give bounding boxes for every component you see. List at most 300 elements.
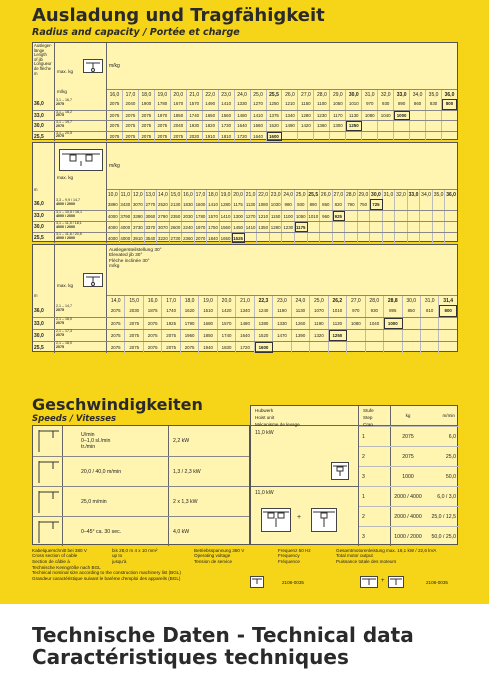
capacity-value: 1520 [255, 330, 273, 341]
capacity-value: 2070 [195, 233, 208, 243]
capacity-value: 1560 [219, 111, 235, 121]
capacity-value [329, 342, 347, 353]
motor-power: 2 x 1,3 kW [173, 498, 198, 505]
capacity-value: 1100 [282, 211, 295, 221]
max-kg-range: 2,1 – 14,7 2075 [55, 305, 107, 317]
capacity-value: 1480 [236, 318, 254, 329]
capacity-value [362, 121, 378, 131]
capacity-value: 2075 [107, 121, 123, 131]
capacity-value: 2075 [123, 132, 139, 142]
speed-value: 0–45° ca. 30 sec. [63, 517, 169, 546]
capacity-value: 3390 [132, 211, 145, 221]
radius-value: 32,0 [396, 192, 406, 198]
capacity-value: 1830 [218, 342, 236, 353]
capacity-value [347, 342, 365, 353]
capacity-value [445, 222, 457, 232]
capacity-value: 2075 [107, 99, 123, 110]
capacity-value: 930 [366, 305, 384, 317]
capacity-value: 1000 [394, 111, 410, 121]
capacity-value: 2075 [123, 121, 139, 131]
capacity-value: 2240 [182, 222, 195, 232]
capacity-value [383, 222, 396, 232]
capacity-value: 2075 [144, 318, 162, 329]
capacity-value: 1410 [219, 99, 235, 110]
capacity-value: 1600 [267, 132, 283, 142]
capacity-value: 3790 [120, 211, 133, 221]
capacity-value: 1280 [220, 199, 233, 210]
motor-power-2: 11,0 kW [255, 490, 274, 496]
jib-length: 25,5 [33, 233, 55, 243]
speed-value: 25,0 m/min [63, 487, 169, 516]
capacity-value [320, 233, 333, 243]
hoist-row: 1 2075 6,0 [359, 426, 459, 446]
max-kg-range: 3,1 – 18,2 2075 [55, 111, 107, 121]
capacity-value: 1410 [220, 211, 233, 221]
capacity-value [433, 211, 446, 221]
hoist-row: 3 1000 50,0 [359, 466, 459, 486]
radius-value: 19,0 [199, 296, 217, 305]
radius-value: 22,0 [203, 90, 219, 99]
capacity-value [408, 222, 421, 232]
radius-value: 25,0 [310, 296, 328, 305]
capacity-value: 790 [345, 199, 358, 210]
capacity-value [442, 132, 457, 142]
capacity-value: 1230 [282, 222, 295, 232]
speed-value: U/min 0–1,0 sl./min tr./min [63, 426, 169, 456]
table-row [33, 317, 457, 329]
capacity-value: 850 [403, 305, 421, 317]
trolley-icon [311, 508, 337, 532]
capacity-value: 1240 [255, 305, 273, 317]
jib-length: 33,0 [33, 318, 55, 329]
capacity-value [408, 211, 421, 221]
capacity-value: 2075 [162, 330, 180, 341]
capacity-value: 1130 [292, 305, 310, 317]
capacity-value: 1150 [270, 211, 283, 221]
capacity-value: 4000 [120, 222, 133, 232]
capacity-value: 2075 [144, 330, 162, 341]
jib-length: 36,0 [33, 99, 55, 110]
radius-value: 26,0 [320, 192, 331, 198]
capacity-value: 1360 [314, 121, 330, 131]
capacity-value: 1280 [298, 111, 314, 121]
capacity-value: 1420 [218, 305, 236, 317]
jib-length: 36,0 [33, 305, 55, 317]
radius-value: 35,0 [433, 192, 444, 198]
capacity-value: 1340 [236, 305, 254, 317]
capacity-value: 1925 [162, 318, 180, 329]
capacity-value [383, 233, 396, 243]
radius-value: 22,3 [255, 296, 273, 305]
capacity-value: 1560 [220, 222, 233, 232]
capacity-value [245, 233, 258, 243]
capacity-value: 1570 [207, 211, 220, 221]
crane-hook-icon [83, 273, 103, 287]
capacity-value: 1480 [235, 111, 251, 121]
capacity-value [378, 132, 394, 142]
capacity-value: 1570 [218, 318, 236, 329]
radius-value: 28,8 [384, 296, 402, 305]
capacity-value [308, 233, 321, 243]
table-row [33, 221, 457, 232]
capacity-value [282, 132, 298, 142]
capacity-value: 1740 [187, 111, 203, 121]
capacity-value: 1875 [144, 305, 162, 317]
trolley-icon [388, 576, 404, 588]
capacity-value [408, 199, 421, 210]
capacity-value [445, 199, 457, 210]
capacity-value: 3890 [107, 199, 120, 210]
capacity-value [426, 111, 442, 121]
capacity-value: 1010 [308, 211, 321, 221]
radius-value: 17,0 [123, 90, 139, 99]
capacity-value: 3070 [132, 199, 145, 210]
capacity-value: 1970 [195, 222, 208, 232]
capacity-value: 1130 [329, 318, 347, 329]
capacity-value [421, 342, 439, 353]
capacity-value: 1270 [245, 211, 258, 221]
capacity-value [403, 318, 421, 329]
table-row [33, 341, 457, 353]
capacity-table-2: m max. kg m/kg 10,0 11,0 12,0 13,0 14,0 15,0 16,0 17,0 18,0 19,0 20,0 21,0 22,0 23,0 24,0 25,0 25,5 26,0 27,0 28,0 29,0 30,0 31,0 32,0 33,0 34,0 35,0 36,0 36,0 3,3 – 9,9 / 14,7 4000 / 2000 3890 3430 3070 2770 2520 2130 1830 1600 1410 1280 1175 1130 1080 1030 980 930 890 860 820 790 750 725 33,0 3,1 – 10,5 / 16,1 4000 / 2000 4000 3790 3390 3060 2790 2350 2030 1780 1570 1410 1300 1270 1210 1150 1100 1050 1010 960 925 30,0 3,1 – 11,5 / 18,1 4000 / 2000 4000 4000 3730 3370 3070 2600 2240 1970 1750 1560 1450 1410 1350 1280 1230 1175 25,5 3,1 – 11,8 / 20,5 4000 / 2000 4000 4000 3910 3540 3220 2730 2360 2070 1840 1650 1525 [32, 142, 458, 242]
capacity-value: 3910 [132, 233, 145, 243]
capacity-value: 1740 [162, 305, 180, 317]
capacity-value: 1780 [155, 99, 171, 110]
capacity-value [410, 111, 426, 121]
capacity-value: 2790 [157, 211, 170, 221]
capacity-value: 3730 [132, 222, 145, 232]
capacity-value [433, 199, 446, 210]
radius-value: 33,0 [408, 192, 419, 198]
radius-value: 25,5 [308, 192, 319, 198]
radius-value: 15,0 [170, 192, 181, 198]
capacity-value: 1300 [330, 121, 346, 131]
capacity-value: 800 [442, 99, 457, 110]
table-row [33, 131, 457, 142]
capacity-value: 1030 [270, 199, 283, 210]
capacity-value: 1070 [310, 305, 328, 317]
crane-motion-icon [33, 426, 63, 456]
capacity-value [345, 222, 358, 232]
capacity-value: 1410 [245, 222, 258, 232]
crane-motion-icon [33, 457, 63, 486]
radius-value: 25,0 [295, 192, 306, 198]
radius-value: 34,0 [421, 192, 431, 198]
jib-length: 30,0 [33, 330, 55, 341]
speeds-table [32, 425, 250, 545]
capacity-value [442, 121, 457, 131]
radius-value: 28,0 [366, 296, 384, 305]
crane-motion-icon [33, 487, 63, 516]
capacity-value: 1330 [273, 318, 291, 329]
capacity-value: 1040 [378, 111, 394, 121]
capacity-value: 1525 [232, 233, 245, 243]
capacity-value [403, 342, 421, 353]
capacity-value [395, 222, 408, 232]
capacity-value [370, 233, 383, 243]
capacity-value [282, 233, 295, 243]
capacity-value: 1640 [251, 132, 267, 142]
capacity-value [395, 233, 408, 243]
capacity-value: 2075 [155, 132, 171, 142]
radius-value: 33,0 [394, 90, 410, 99]
radius-value: 36,0 [446, 192, 456, 198]
capacity-value: 1010 [346, 99, 362, 110]
capacity-value: 1470 [273, 330, 291, 341]
capacity-value: 2075 [107, 342, 125, 353]
table-row [33, 232, 457, 243]
jib-length-header: Ausleger- länge Length of jib Longueur de flèche m [33, 43, 55, 99]
jib-length: 33,0 [33, 111, 55, 121]
radius-value: 19,0 [155, 90, 171, 99]
bottom-title-1: Technische Daten - Technical data [32, 623, 414, 647]
capacity-value [439, 330, 456, 341]
capacity-value: 1250 [267, 99, 283, 110]
capacity-value: 1410 [207, 199, 220, 210]
radius-value: 24,0 [292, 296, 310, 305]
capacity-value: 1750 [207, 222, 220, 232]
page-title: Ausladung und Tragfähigkeit [32, 5, 325, 26]
capacity-value: 1680 [199, 318, 217, 329]
capacity-value [384, 342, 402, 353]
capacity-value: 1130 [245, 199, 258, 210]
capacity-value: 1450 [232, 222, 245, 232]
capacity-value: 1600 [195, 199, 208, 210]
capacity-value: 1250 [346, 121, 362, 131]
capacity-value [308, 222, 321, 232]
capacity-value: 1820 [203, 121, 219, 131]
capacity-table-3: m max. kg Auslegersteilstellung 30° Elevated jib 30° Flèche inclinée 30° m/kg 14,0 15,0 16,0 17,0 18,0 19,0 20,0 21,0 22,3 23,0 24,0 25,0 26,2 27,0 28,0 28,8 30,0 31,0 31,4 36,0 2,1 – 14,7 2075 2075 2030 1875 1740 1620 1510 1420 1340 1240 1190 1130 1070 1010 970 930 895 850 810 800 33,0 2,1 – 16,0 2075 2075 2075 2075 1925 1790 1680 1570 1480 1380 1330 1260 1190 1130 1080 1040 1000 30,0 2,1 – 17,3 2075 2075 2075 2075 2075 1960 1850 1740 1640 1520 1470 1390 1320 1250 25,5 2,1 – 18,0 2075 2075 2075 2075 2075 2075 1940 1830 1720 1600 [32, 244, 458, 352]
radius-value: 30,0 [403, 296, 421, 305]
capacity-value: 2075 [171, 132, 187, 142]
radius-value: 14,0 [107, 296, 125, 305]
capacity-value [366, 342, 384, 353]
capacity-value: 1830 [182, 199, 195, 210]
capacity-value: 2075 [125, 342, 143, 353]
radius-value: 24,0 [283, 192, 294, 198]
capacity-value: 2075 [107, 305, 125, 317]
capacity-value: 2075 [181, 342, 199, 353]
capacity-value: 1080 [362, 111, 378, 121]
capacity-value: 1940 [199, 342, 217, 353]
capacity-value: 1190 [310, 318, 328, 329]
capacity-value: 3540 [145, 233, 158, 243]
capacity-value: 1420 [298, 121, 314, 131]
capacity-value [347, 330, 365, 341]
capacity-value [439, 342, 456, 353]
capacity-value: 970 [347, 305, 365, 317]
capacity-value: 2040 [171, 121, 187, 131]
radius-value: 27,0 [333, 192, 344, 198]
capacity-value: 1640 [236, 330, 254, 341]
capacity-value: 1740 [218, 330, 236, 341]
capacity-value: 1570 [187, 99, 203, 110]
radius-value: 31,4 [443, 298, 454, 304]
capacity-value: 1175 [232, 199, 245, 210]
radius-value: 10,0 [107, 192, 118, 198]
capacity-value: 1970 [155, 111, 171, 121]
capacity-value: 725 [370, 199, 383, 210]
radius-row [107, 89, 457, 99]
capacity-value: 1840 [207, 233, 220, 243]
table-row [33, 120, 457, 131]
capacity-value [439, 318, 456, 329]
radius-value: 34,0 [410, 90, 426, 99]
capacity-value: 1340 [282, 111, 298, 121]
capacity-value: 2075 [139, 111, 155, 121]
capacity-value: 3060 [145, 211, 158, 221]
capacity-value: 1080 [257, 199, 270, 210]
radius-value: 18,0 [139, 90, 155, 99]
radius-value: 21,0 [245, 192, 256, 198]
max-kg-range: 3,1 – 16,7 2075 [55, 99, 107, 110]
max-kg-range: 2,1 – 18,0 2075 [55, 342, 107, 353]
jib-length: 33,0 [33, 211, 55, 221]
radius-value: 32,0 [378, 90, 394, 99]
capacity-value [421, 330, 439, 341]
capacity-value: 2520 [157, 199, 170, 210]
capacity-value: 3070 [157, 222, 170, 232]
radius-value: 29,0 [330, 90, 346, 99]
radius-value: 16,0 [107, 90, 123, 99]
capacity-value: 1600 [255, 342, 273, 353]
capacity-value: 930 [378, 99, 394, 110]
capacity-value: 2075 [107, 330, 125, 341]
capacity-value: 2030 [182, 211, 195, 221]
capacity-value [410, 132, 426, 142]
capacity-value [273, 342, 291, 353]
capacity-value [420, 222, 433, 232]
capacity-value: 1210 [257, 211, 270, 221]
capacity-value [333, 233, 346, 243]
capacity-value [346, 132, 362, 142]
speed-row [33, 456, 249, 486]
capacity-value: 930 [295, 199, 308, 210]
capacity-value: 1350 [257, 222, 270, 232]
capacity-value: 1380 [255, 318, 273, 329]
radius-value: 24,0 [235, 90, 251, 99]
radius-value: 23,0 [219, 90, 235, 99]
capacity-value [403, 330, 421, 341]
trolley-double-icon [261, 508, 291, 532]
capacity-value: 1490 [282, 121, 298, 131]
jib-length: 25,5 [33, 132, 55, 142]
table-row [33, 110, 457, 121]
jib-length: 30,0 [33, 121, 55, 131]
max-kg-range: 2,1 – 17,3 2075 [55, 330, 107, 341]
capacity-value: 4000 [107, 222, 120, 232]
capacity-value: 4000 [107, 233, 120, 243]
capacity-value: 2075 [107, 318, 125, 329]
capacity-value [358, 211, 371, 221]
capacity-value: 1230 [314, 111, 330, 121]
radius-value: 30,0 [346, 90, 362, 99]
radius-value: 18,0 [208, 192, 218, 198]
capacity-value [378, 121, 394, 131]
capacity-value [298, 132, 314, 142]
capacity-value: 1650 [203, 111, 219, 121]
capacity-value [421, 318, 439, 329]
capacity-value: 2020 [187, 132, 203, 142]
capacity-value [433, 233, 446, 243]
radius-value: 22,0 [258, 192, 268, 198]
capacity-value: 750 [358, 199, 371, 210]
capacity-table-1: Ausleger- länge Length of jib Longueur de flèche m max. kg m/kg m/kg 16,0 17,0 18,0 19,0 20,0 21,0 22,0 23,0 24,0 25,0 25,5 26,0 27,0 28,0 29,0 30,0 31,0 32,0 33,0 34,0 35,0 36,0 36,0 3,1 – 16,7 2075 2075 2040 1900 1780 1670 1570 1490 1410 1330 1270 1250 1210 1150 1100 1050 1010 970 930 890 860 830 800 33,0 3,1 – 18,2 2075 2075 2075 2075 1970 1850 1740 1650 1560 1480 1410 1375 1340 1280 1230 1170 1130 1080 1040 1000 30,0 3,1 – 19,7 2075 2075 2075 2075 2075 2040 1930 1820 1730 1640 1560 1520 1490 1420 1360 1300 1250 25,5 3,1 – 20,5 2075 2075 2075 2075 2075 2075 2020 1910 1810 1720 1640 1600 [32, 42, 458, 140]
radius-value: 27,0 [347, 296, 365, 305]
capacity-value: 4000 [120, 233, 133, 243]
capacity-value: 2075 [144, 342, 162, 353]
speeds-subtitle: Speeds / Vitesses [32, 414, 117, 424]
capacity-value: 1640 [235, 121, 251, 131]
capacity-value: 1510 [199, 305, 217, 317]
bottom-banner [0, 604, 489, 690]
max-kg-header: max. kg [55, 245, 107, 305]
hoist-table: Hubwerk Hoist unit Mécanisme de levage Stufe Step Cran kg m/min 11,0 kW 11,0 kW + 1 2075 6,0 2 2075 25,0 3 1000 50,0 1 2000 / 4000 6,0 / 3,0 2 2000 / 4000 25,0 / 12,5 3 1000 / 2000 50,0 / 25,0 [250, 405, 458, 545]
capacity-value: 2075 [125, 330, 143, 341]
capacity-value: 810 [421, 305, 439, 317]
capacity-value [395, 211, 408, 221]
capacity-value [320, 222, 333, 232]
radius-value: 13,0 [145, 192, 156, 198]
radius-value: 20,0 [171, 90, 187, 99]
capacity-value: 830 [426, 99, 442, 110]
capacity-value: 2075 [155, 121, 171, 131]
capacity-value: 1050 [295, 211, 308, 221]
max-kg-header: max. kg [55, 143, 107, 199]
capacity-value: 1930 [187, 121, 203, 131]
radius-row [107, 189, 457, 199]
capacity-value: 1190 [273, 305, 291, 317]
capacity-value: 2075 [139, 121, 155, 131]
speed-row [33, 516, 249, 546]
jib-length: 36,0 [33, 199, 55, 210]
capacity-value [333, 222, 346, 232]
capacity-value [270, 233, 283, 243]
capacity-value [445, 233, 457, 243]
speeds-title: Geschwindigkeiten [32, 395, 203, 414]
capacity-value [420, 211, 433, 221]
capacity-value: 980 [282, 199, 295, 210]
radius-value: 23,0 [273, 296, 291, 305]
capacity-value [362, 132, 378, 142]
capacity-value [358, 222, 371, 232]
capacity-value: 1780 [195, 211, 208, 221]
radius-value: 35,0 [426, 90, 442, 99]
speed-value: 20,0 / 40,0 m/min [63, 457, 169, 486]
radius-value: 18,0 [181, 296, 199, 305]
radius-value: 36,0 [444, 92, 455, 98]
max-kg-range: 2,1 – 16,0 2075 [55, 318, 107, 329]
capacity-value: 2130 [170, 199, 183, 210]
capacity-value [384, 330, 402, 341]
capacity-value: 1620 [181, 305, 199, 317]
radius-value: 26,2 [329, 296, 347, 305]
capacity-value: 2730 [170, 233, 183, 243]
motor-power: 1,3 / 2,3 kW [173, 468, 201, 475]
motor-power: 2,2 kW [173, 438, 190, 444]
radius-value: 31,0 [383, 192, 394, 198]
radius-value: 11,0 [120, 190, 133, 199]
capacity-value: 1280 [270, 222, 283, 232]
capacity-value: 3220 [157, 233, 170, 243]
capacity-value: 3430 [120, 199, 133, 210]
capacity-value: 1170 [330, 111, 346, 121]
table-row [33, 99, 457, 110]
radius-value: 15,0 [125, 296, 143, 305]
capacity-value: 2040 [123, 99, 139, 110]
capacity-value: 895 [384, 305, 402, 317]
capacity-value [257, 233, 270, 243]
